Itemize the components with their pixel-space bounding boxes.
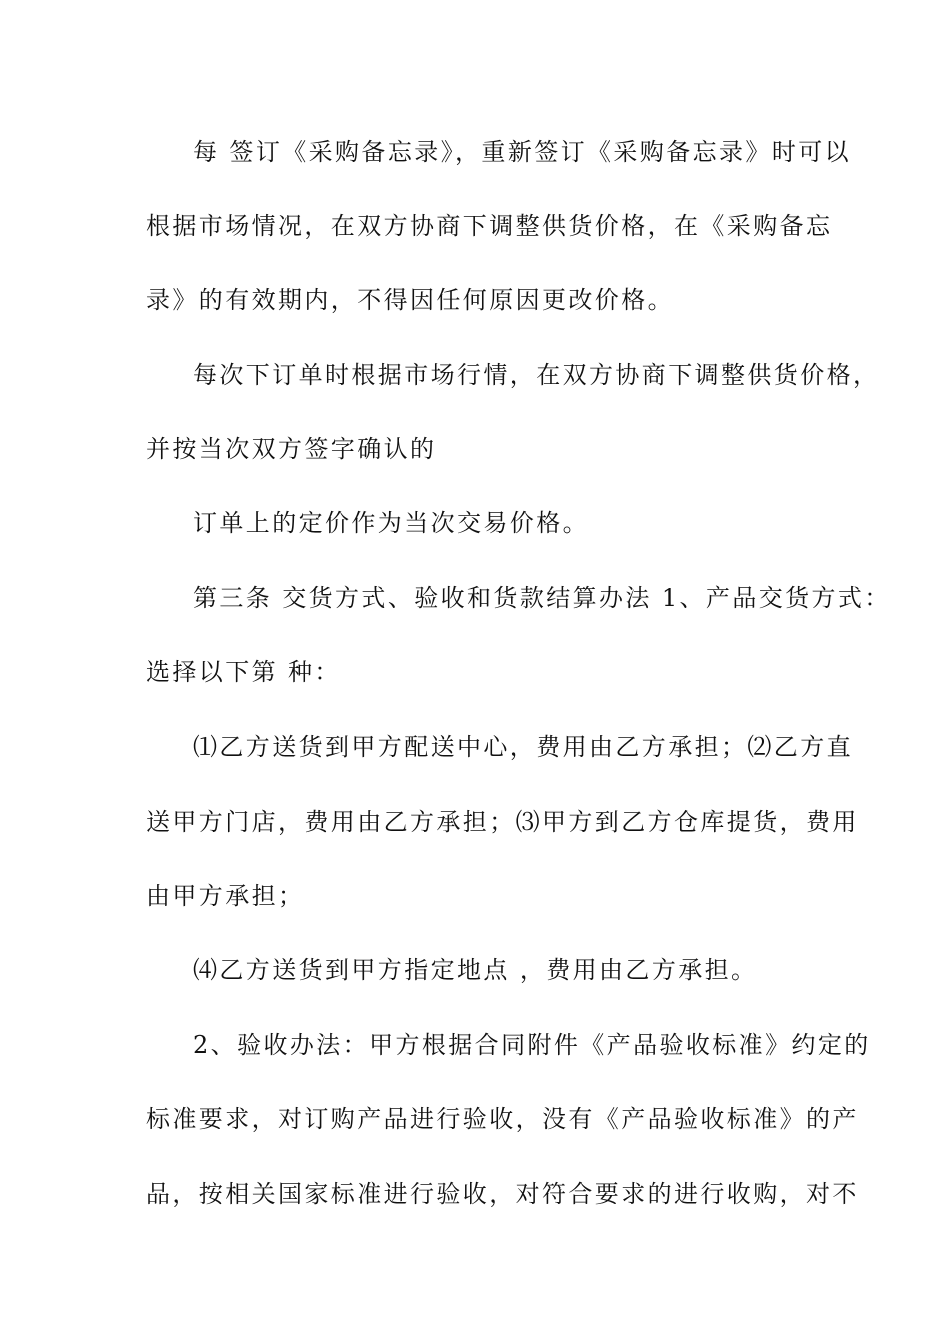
text-line: ⑷乙方送货到甲方指定地点 ，费用由乙方承担。 <box>193 956 758 984</box>
text-line: 录》的有效期内，不得因任何原因更改价格。 <box>146 286 674 314</box>
text-line: ⑴乙方送货到甲方配送中心，费用由乙方承担；⑵乙方直 <box>193 733 853 761</box>
text-line: 标准要求，对订购产品进行验收，没有《产品验收标准》的产 <box>146 1105 859 1133</box>
text-line: 每 签订《采购备忘录》，重新签订《采购备忘录》时可以 <box>193 138 852 166</box>
text-line: 品，按相关国家标准进行验收，对符合要求的进行收购，对不 <box>146 1180 859 1208</box>
text-line: 2、验收办法：甲方根据合同附件《产品验收标准》约定的 <box>193 1031 871 1059</box>
text-line: 送甲方门店，费用由乙方承担；⑶甲方到乙方仓库提货，费用 <box>146 808 859 836</box>
text-line: 订单上的定价作为当次交易价格。 <box>193 509 589 537</box>
text-line: 每次下订单时根据市场行情，在双方协商下调整供货价格， <box>193 361 880 389</box>
text-line: 选择以下第 种： <box>146 658 341 686</box>
text-line: 根据市场情况，在双方协商下调整供货价格，在《采购备忘 <box>146 212 833 240</box>
text-line: 并按当次双方签字确认的 <box>146 435 437 463</box>
text-line: 由甲方承担； <box>146 882 305 910</box>
text-line: 第三条 交货方式、验收和货款结算办法 1、产品交货方式： <box>193 584 891 612</box>
